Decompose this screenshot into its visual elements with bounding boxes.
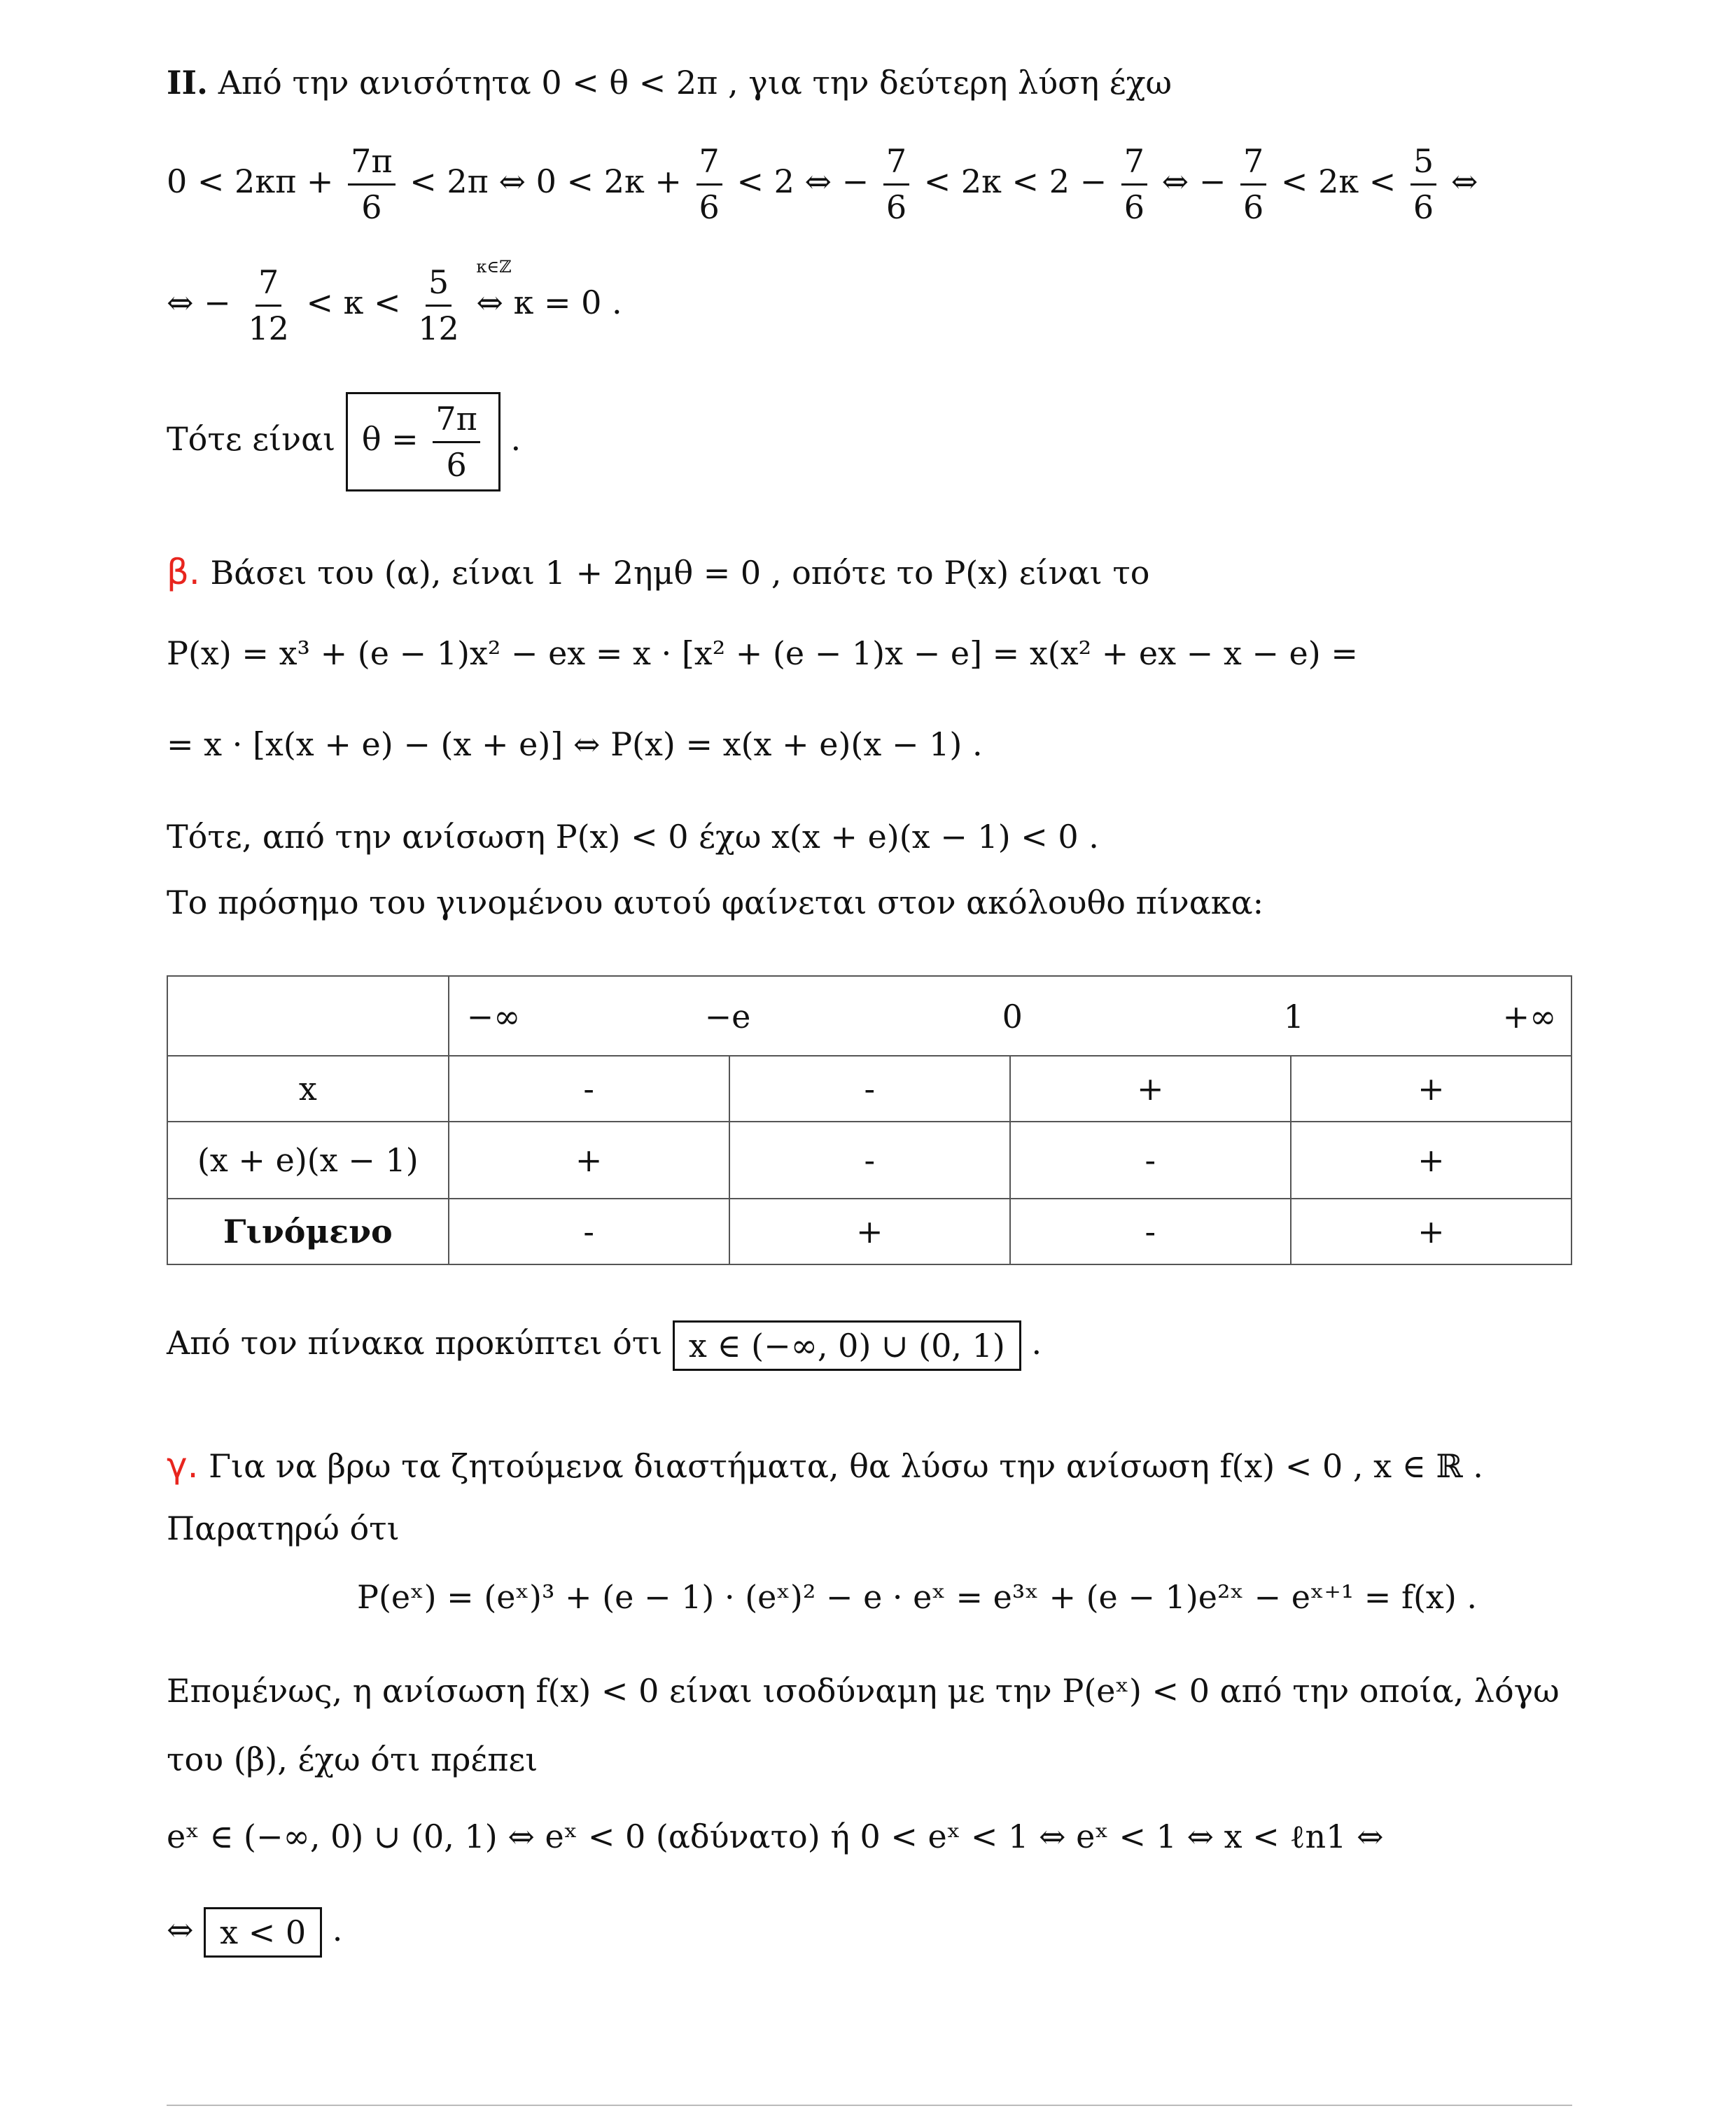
sign-cell: - bbox=[449, 1056, 729, 1122]
point-label: +∞ bbox=[1502, 998, 1557, 1035]
eq-text: . bbox=[510, 420, 522, 459]
part-b-intro: Βάσει του (α), είναι 1 + 2ημθ = 0 , οπότε το P(x) είναι το bbox=[210, 554, 1150, 592]
part-b-intro-line bbox=[167, 552, 1150, 592]
point-label: −e bbox=[704, 998, 751, 1035]
part-b-boxed-answer: x ∈ (−∞, 0) ∪ (0, 1) bbox=[673, 1320, 1021, 1371]
part-c-line-3: eˣ ∈ (−∞, 0) ∪ (0, 1) ⇔ eˣ < 0 (αδύνατο) ή 0 < eˣ < 1 ⇔ eˣ < 1 ⇔ x < ℓn1 ⇔ bbox=[167, 1818, 1384, 1855]
sign-cell: + bbox=[1291, 1122, 1572, 1199]
part-c-intro: Για να βρω τα ζητούμενα διαστήματα, θα λύσω την ανίσωση f(x) < 0 , x ∈ ℝ . bbox=[209, 1447, 1483, 1485]
frac-den: 6 bbox=[361, 188, 382, 226]
result-text: Από τον πίνακα προκύπτει ότι bbox=[167, 1324, 663, 1362]
part2-intro: Από την ανισότητα 0 < θ < 2π , για την δεύτερη λύση έχω bbox=[218, 64, 1172, 102]
eq-text: < 2 ⇔ − bbox=[736, 162, 869, 201]
eq-text: < 2κ < bbox=[1280, 162, 1396, 201]
eq-text: < κ < bbox=[306, 284, 401, 322]
fraction bbox=[348, 144, 396, 225]
eq-text: ⇔ bbox=[1450, 162, 1478, 201]
frac-den: 6 bbox=[1243, 188, 1264, 226]
sign-cell: - bbox=[1010, 1122, 1291, 1199]
sign-cell: + bbox=[1010, 1056, 1291, 1122]
theta-boxed-answer bbox=[346, 392, 500, 491]
fraction bbox=[245, 265, 292, 346]
part2-label: II. bbox=[167, 64, 209, 102]
frac-den: 6 bbox=[1413, 188, 1434, 226]
point-label: −∞ bbox=[466, 998, 521, 1035]
frac-den: 6 bbox=[699, 188, 720, 226]
fraction bbox=[1240, 144, 1266, 225]
part2-equation-1 bbox=[167, 144, 1478, 225]
frac-den: 6 bbox=[1124, 188, 1145, 226]
sign-table-row bbox=[167, 1122, 1572, 1199]
row-label: Γινόμενο bbox=[167, 1199, 449, 1264]
fraction bbox=[415, 265, 462, 346]
fraction bbox=[883, 144, 909, 225]
eq-text: < 2κ < 2 − bbox=[923, 162, 1107, 201]
frac-num: 7 bbox=[1121, 144, 1147, 186]
eq-text: ⇔ − bbox=[1161, 162, 1226, 201]
point-label: 0 bbox=[1002, 998, 1023, 1035]
eq-text: . bbox=[332, 1911, 343, 1948]
part-c-final bbox=[167, 1907, 342, 1958]
frac-num: 7 bbox=[883, 144, 909, 186]
part-b-line-3: Τότε, από την ανίσωση P(x) < 0 έχω x(x + e)(x − 1) < 0 . bbox=[167, 818, 1099, 856]
fraction bbox=[1121, 144, 1147, 225]
result-text: Τότε είναι bbox=[167, 420, 336, 459]
part2-result bbox=[167, 392, 521, 491]
row-label: x bbox=[167, 1056, 449, 1122]
sign-cell: - bbox=[729, 1122, 1010, 1199]
frac-num: 7 bbox=[255, 265, 281, 307]
eq-text: ⇔ bbox=[476, 284, 503, 322]
frac-num: 7π bbox=[433, 401, 480, 443]
part-b-line-1: P(x) = x³ + (e − 1)x² − ex = x · [x² + (e − 1)x − e] = x(x² + ex − x − e) = bbox=[167, 634, 1358, 672]
frac-den: 6 bbox=[886, 188, 907, 226]
frac-num: 7π bbox=[348, 144, 396, 186]
eq-text: ⇔ bbox=[167, 1911, 194, 1948]
frac-num: 5 bbox=[1410, 144, 1436, 186]
part-c-intro-line bbox=[167, 1445, 1483, 1486]
sign-table-corner bbox=[167, 976, 449, 1056]
row-label: (x + e)(x − 1) bbox=[167, 1122, 449, 1199]
conditional-arrow bbox=[476, 257, 512, 322]
footer-divider bbox=[167, 2105, 1572, 2106]
part2-equation-2 bbox=[167, 257, 622, 347]
point-label: 1 bbox=[1283, 998, 1304, 1035]
sign-table bbox=[167, 975, 1572, 1265]
part-c-boxed-answer: x < 0 bbox=[204, 1907, 322, 1958]
sign-cell: + bbox=[449, 1122, 729, 1199]
eq-text: . bbox=[1031, 1324, 1042, 1362]
eq-text: θ = bbox=[361, 420, 419, 459]
eq-text: 0 < 2κπ + bbox=[167, 162, 334, 201]
eq-text: ⇔ − bbox=[167, 284, 231, 322]
sign-cell: - bbox=[729, 1056, 1010, 1122]
sign-cell: - bbox=[449, 1199, 729, 1264]
frac-den: 12 bbox=[248, 309, 289, 347]
eq-text: < 2π ⇔ 0 < 2κ + bbox=[410, 162, 682, 201]
frac-den: 6 bbox=[446, 445, 467, 484]
part-b-label: β. bbox=[167, 552, 200, 592]
part-c-line-1: Επομένως, η ανίσωση f(x) < 0 είναι ισοδύναμη με την P(eˣ) < 0 από την οποία, λόγω bbox=[167, 1672, 1560, 1710]
fraction bbox=[433, 401, 480, 482]
part-b-line-4: Το πρόσημο του γινομένου αυτού φαίνεται στον ακόλουθο πίνακα: bbox=[167, 884, 1264, 921]
sign-table-points bbox=[449, 976, 1572, 1056]
frac-num: 7 bbox=[1240, 144, 1266, 186]
condition-label: κ∈ℤ bbox=[476, 257, 512, 277]
sign-cell: + bbox=[729, 1199, 1010, 1264]
part-c-label: γ. bbox=[167, 1445, 199, 1486]
sign-table-row bbox=[167, 1199, 1572, 1264]
part-c-line-2: του (β), έχω ότι πρέπει bbox=[167, 1741, 538, 1778]
eq-text: κ = 0 . bbox=[513, 284, 622, 322]
part-c-observe: Παρατηρώ ότι bbox=[167, 1509, 400, 1547]
fraction bbox=[1410, 144, 1436, 225]
sign-cell: + bbox=[1291, 1056, 1572, 1122]
frac-num: 5 bbox=[426, 265, 451, 307]
sign-table-row bbox=[167, 1056, 1572, 1122]
part2-intro-line bbox=[167, 64, 1172, 102]
frac-den: 12 bbox=[418, 309, 459, 347]
fraction bbox=[696, 144, 722, 225]
part-b-line-2: = x · [x(x + e) − (x + e)] ⇔ P(x) = x(x + e)(x − 1) . bbox=[167, 725, 983, 763]
part-b-result bbox=[167, 1320, 1042, 1371]
part-c-equation: P(eˣ) = (eˣ)³ + (e − 1) · (eˣ)² − e · eˣ = e³ˣ + (e − 1)e²ˣ − eˣ⁺¹ = f(x) . bbox=[357, 1578, 1478, 1616]
frac-num: 7 bbox=[696, 144, 722, 186]
sign-table-header-row bbox=[167, 976, 1572, 1056]
sign-cell: + bbox=[1291, 1199, 1572, 1264]
sign-cell: - bbox=[1010, 1199, 1291, 1264]
